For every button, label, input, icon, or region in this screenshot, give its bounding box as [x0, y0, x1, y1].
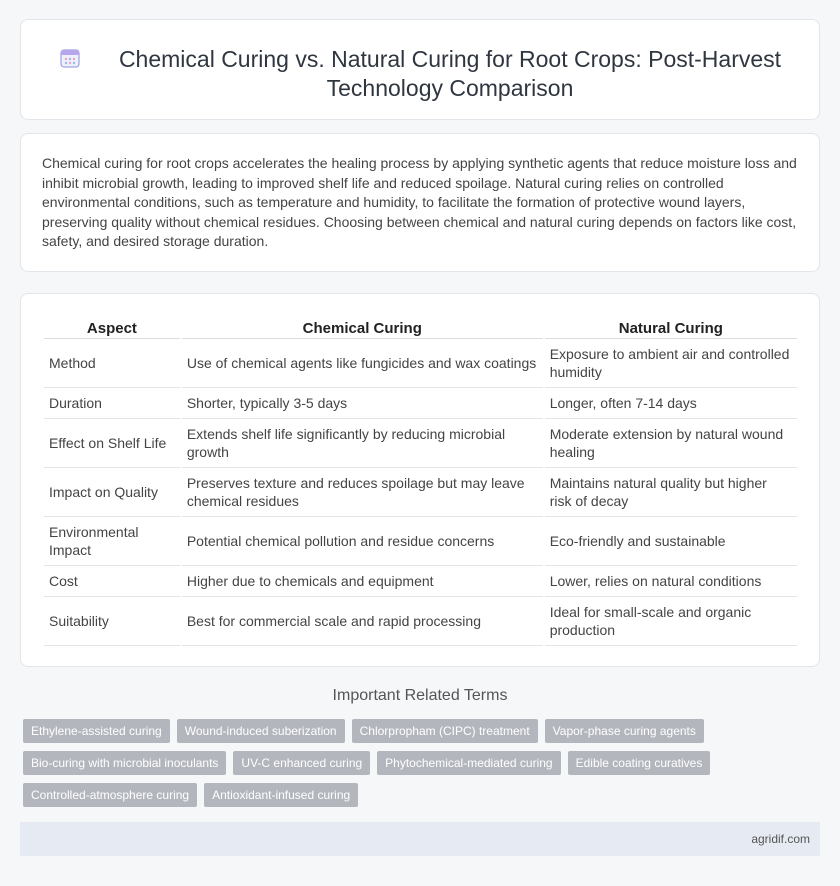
cell-chemical: Use of chemical agents like fungicides and wax coatings: [182, 339, 543, 388]
footer: [20, 822, 820, 856]
cell-chemical: Extends shelf life significantly by reducing microbial growth: [182, 419, 543, 468]
table-header-row: [44, 313, 797, 339]
comparison-card: [20, 293, 820, 667]
related-term-tag[interactable]: Vapor-phase curing agents: [545, 719, 704, 743]
cell-aspect: Suitability: [44, 597, 180, 646]
cell-aspect: Duration: [44, 388, 180, 419]
cell-chemical: Best for commercial scale and rapid processing: [182, 597, 543, 646]
related-term-tag[interactable]: Ethylene-assisted curing: [23, 719, 170, 743]
comparison-table: [42, 313, 799, 646]
header-chemical-curing: Chemical Curing: [182, 313, 543, 339]
related-term-tag[interactable]: Bio-curing with microbial inoculants: [23, 751, 226, 775]
cell-chemical: Shorter, typically 3-5 days: [182, 388, 543, 419]
header-aspect: Aspect: [44, 313, 180, 339]
table-row: [44, 566, 797, 597]
cell-natural: Moderate extension by natural wound healing: [545, 419, 797, 468]
table-row: [44, 419, 797, 468]
cell-natural: Exposure to ambient air and controlled humidity: [545, 339, 797, 388]
table-row: [44, 597, 797, 646]
related-term-tag[interactable]: Edible coating curatives: [568, 751, 711, 775]
table-row: [44, 339, 797, 388]
related-term-tag[interactable]: Phytochemical-mediated curing: [377, 751, 560, 775]
related-terms-heading: Important Related Terms: [332, 687, 508, 704]
table-row: [44, 517, 797, 566]
cell-aspect: Cost: [44, 566, 180, 597]
cell-aspect: Effect on Shelf Life: [44, 419, 180, 468]
header-natural-curing: Natural Curing: [545, 313, 797, 339]
cell-aspect: Method: [44, 339, 180, 388]
calendar-icon: [59, 47, 81, 69]
cell-aspect: Impact on Quality: [44, 468, 180, 517]
related-term-tag[interactable]: Controlled-atmosphere curing: [23, 783, 197, 807]
cell-chemical: Preserves texture and reduces spoilage but may leave chemical residues: [182, 468, 543, 517]
table-row: [44, 468, 797, 517]
title-card: [20, 19, 820, 120]
intro-card: [20, 133, 820, 272]
cell-aspect: Environmental Impact: [44, 517, 180, 566]
table-row: [44, 388, 797, 419]
footer-site-link[interactable]: agridif.com: [751, 832, 810, 846]
cell-chemical: Higher due to chemicals and equipment: [182, 566, 543, 597]
related-term-tag[interactable]: UV-C enhanced curing: [233, 751, 370, 775]
cell-natural: Eco-friendly and sustainable: [545, 517, 797, 566]
related-term-tag[interactable]: Chlorpropham (CIPC) treatment: [352, 719, 538, 743]
cell-natural: Maintains natural quality but higher risk of decay: [545, 468, 797, 517]
page-title: Chemical Curing vs. Natural Curing for Root Crops: Post-Harvest Technology Comparison: [118, 46, 782, 101]
cell-natural: Ideal for small-scale and organic production: [545, 597, 797, 646]
related-term-tag[interactable]: Wound-induced suberization: [177, 719, 345, 743]
cell-chemical: Potential chemical pollution and residue concerns: [182, 517, 543, 566]
related-term-tag[interactable]: Antioxidant-infused curing: [204, 783, 358, 807]
intro-paragraph: Chemical curing for root crops accelerates the healing process by applying synthetic agents that reduce moisture loss and inhibit microbial growth, leading to improved shelf life and reduced spoilage. Natural curing relies on controlled environmental conditions, such as temperature and humidity, to facilitate the formation of protective wound layers, preserving quality without chemical residues. Choosing between chemical and natural curing depends on factors like cost, safety, and desired storage duration.: [42, 155, 797, 249]
cell-natural: Lower, relies on natural conditions: [545, 566, 797, 597]
cell-natural: Longer, often 7-14 days: [545, 388, 797, 419]
related-terms-list: [23, 719, 723, 815]
